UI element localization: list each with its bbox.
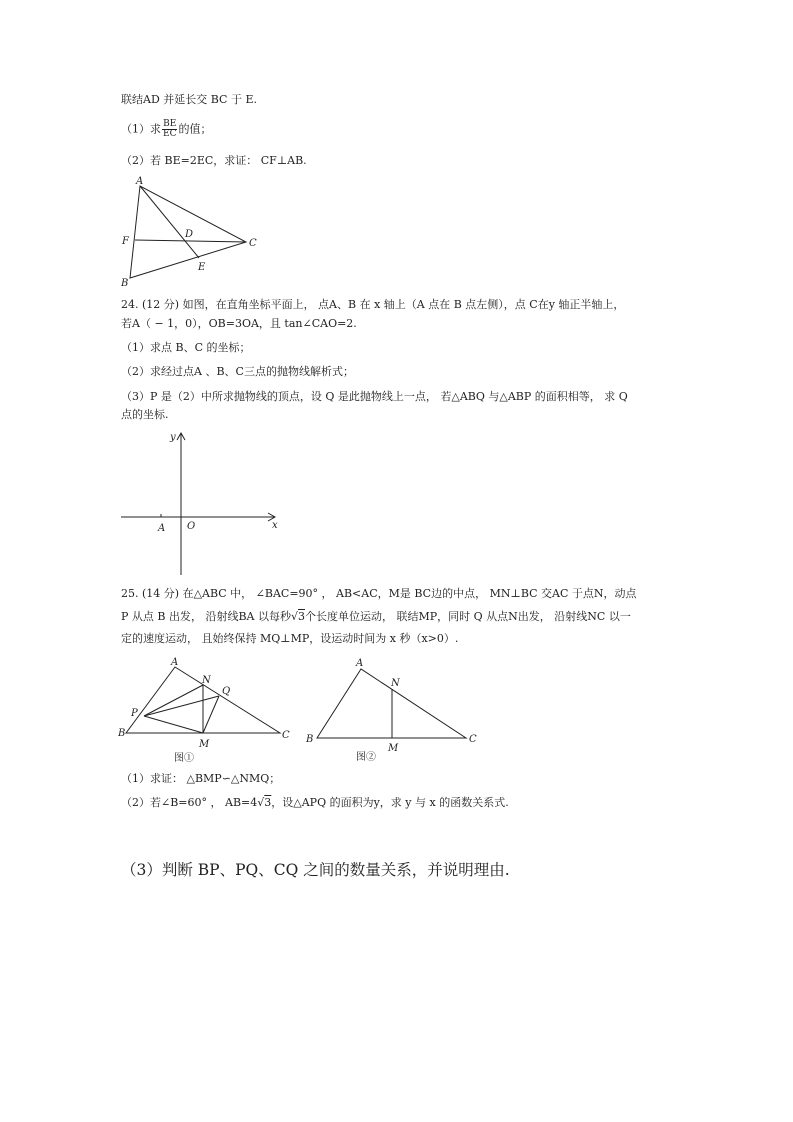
fraction-denominator: EC bbox=[163, 129, 177, 139]
segment-mq bbox=[203, 696, 219, 733]
label-origin: O bbox=[187, 521, 196, 532]
figure-25-1 bbox=[118, 652, 298, 767]
caption-figure-2: 图② bbox=[356, 752, 376, 763]
segment-cf bbox=[135, 240, 246, 242]
label-n: N bbox=[202, 675, 211, 686]
label-d: D bbox=[185, 229, 194, 240]
label-b: B bbox=[121, 278, 129, 289]
problem-25-question-1: （1）求证： △BMP∽△NMQ； bbox=[121, 772, 281, 785]
figure-23-triangle bbox=[110, 172, 270, 290]
q1-suffix: 的值； bbox=[178, 122, 212, 136]
fraction-be-ec bbox=[162, 120, 177, 139]
label-c: C bbox=[469, 734, 477, 745]
segment-pq bbox=[144, 696, 219, 716]
sqrt-sign: √ bbox=[257, 796, 265, 809]
label-a: A bbox=[136, 176, 144, 187]
problem-24-question-2: （2）求经过点A 、B、C三点的抛物线解析式； bbox=[121, 365, 354, 378]
problem-24-line-1: 24. (12 分) 如图，在直角坐标平面上， 点A、B 在 x 轴上（A 点在 B 点左侧），点 C在y 轴正半轴上， bbox=[121, 298, 625, 311]
label-e: E bbox=[198, 262, 206, 273]
segment-mp bbox=[144, 716, 203, 733]
caption-figure-1: 图① bbox=[174, 753, 194, 764]
problem-25-line-1: 25. (14 分) 在△ABC 中， ∠BAC=90° ， AB<AC，M是 BC边的中点， MN⊥BC 交AC 于点N，动点 bbox=[121, 587, 637, 600]
label-x: x bbox=[272, 520, 278, 531]
q2-part-a: （2）若∠B=60° ， AB=4 bbox=[121, 796, 258, 809]
label-a: A bbox=[356, 658, 364, 669]
label-c: C bbox=[282, 730, 290, 741]
problem-25-line-3: 定的速度运动， 且始终保持 MQ⊥MP，设运动时间为 x 秒（x>0）. bbox=[121, 632, 459, 645]
problem-24-question-1: （1）求点 B、C 的坐标； bbox=[121, 341, 251, 354]
problem-23-question-2: （2）若 BE=2EC，求证： CF⊥AB. bbox=[121, 154, 307, 167]
figure-24-coordinate-plane bbox=[118, 428, 288, 578]
problem-23-question-1 bbox=[121, 120, 211, 139]
problem-25-question-3: （3）判断 BP、PQ、CQ 之间的数量关系，并说明理由. bbox=[121, 861, 510, 879]
line-2-part-a: P 从点 B 出发， 沿射线BA 以每秒 bbox=[121, 610, 291, 623]
sqrt-sign: √ bbox=[291, 610, 299, 623]
segment-ae bbox=[140, 186, 199, 258]
problem-23-intro: 联结AD 并延长交 BC 于 E. bbox=[121, 93, 257, 106]
label-b: B bbox=[118, 728, 126, 739]
label-f: F bbox=[122, 236, 129, 247]
problem-25-line-2 bbox=[121, 610, 631, 624]
label-n: N bbox=[391, 678, 400, 689]
label-c: C bbox=[249, 238, 257, 249]
label-b: B bbox=[306, 734, 314, 745]
sqrt-radicand: 3 bbox=[264, 796, 272, 809]
q1-prefix: （1）求 bbox=[121, 122, 161, 136]
label-m: M bbox=[388, 743, 399, 754]
figure-25-2 bbox=[300, 656, 490, 766]
problem-24-question-3-line-2: 点的坐标. bbox=[121, 408, 169, 421]
line-2-part-b: 个长度单位运动， 联结MP，同时 Q 从点N出发， 沿射线NC 以一 bbox=[305, 610, 631, 623]
label-a: A bbox=[158, 523, 166, 534]
label-m: M bbox=[199, 739, 210, 750]
sqrt-radicand: 3 bbox=[298, 610, 306, 623]
fraction-numerator: BE bbox=[163, 119, 177, 129]
label-a: A bbox=[171, 657, 179, 668]
problem-24-question-3-line-1: （3）P 是（2）中所求抛物线的顶点，设 Q 是此抛物线上一点， 若△ABQ 与△ABP 的面积相等， 求 Q bbox=[121, 390, 628, 403]
problem-24-line-2: 若A（ − 1，0），OB=3OA，且 tan∠CAO=2. bbox=[121, 317, 357, 330]
label-y: y bbox=[170, 432, 176, 443]
problem-25-question-2 bbox=[121, 796, 509, 810]
q2-part-b: ，设△APQ 的面积为y，求 y 与 x 的函数关系式. bbox=[271, 796, 509, 809]
segment-pn bbox=[144, 685, 203, 716]
label-q: Q bbox=[222, 686, 231, 697]
label-p: P bbox=[131, 708, 138, 719]
